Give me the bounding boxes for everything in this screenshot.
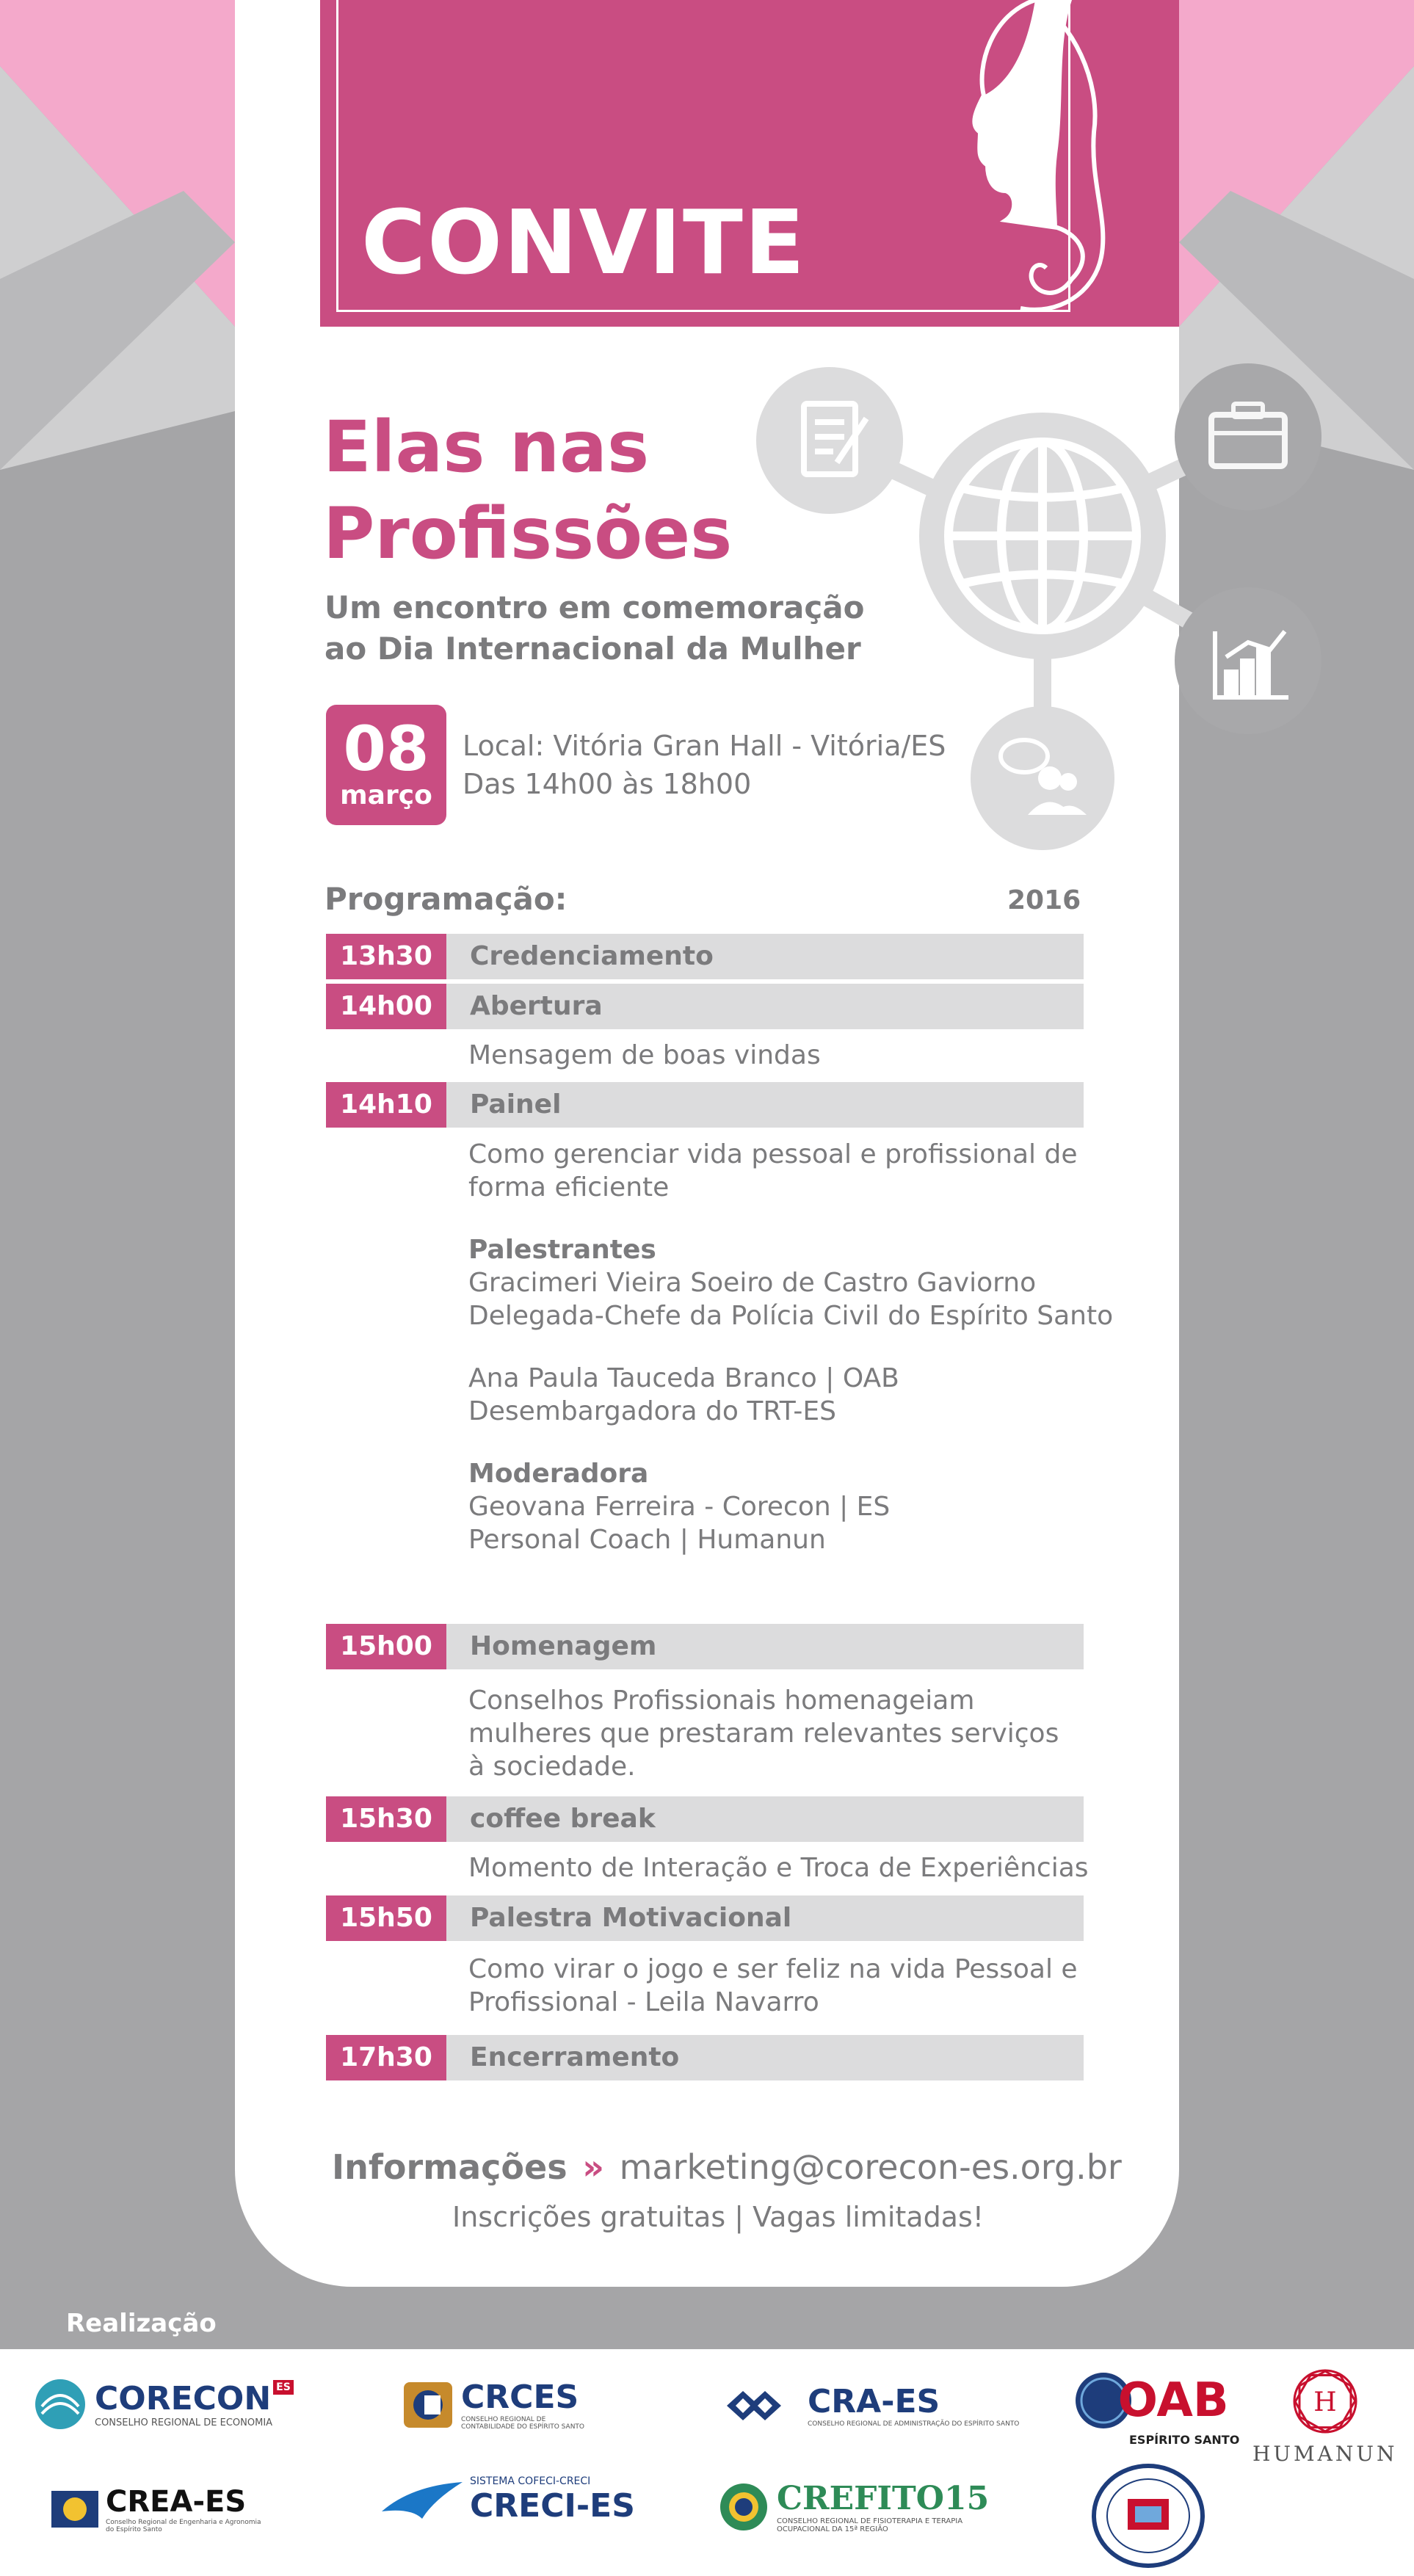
- info-label: Informações: [332, 2147, 568, 2187]
- painel-topic-line1: Como gerenciar vida pessoal e profissional de: [468, 1139, 1078, 1169]
- event-title: [323, 404, 732, 577]
- realizacao-label: Realização: [66, 2309, 217, 2338]
- program-label-text: coffee break: [470, 1804, 656, 1834]
- speakers-heading: Palestrantes: [468, 1235, 656, 1265]
- moderator-heading: Moderadora: [468, 1459, 649, 1489]
- program-row-painel: [326, 1082, 1084, 1128]
- program-row-palestra-motivacional: [326, 1895, 1084, 1941]
- corecon-swirl-icon: [33, 2377, 87, 2431]
- oab-logo: [1063, 2371, 1239, 2447]
- cra-logo: [727, 2383, 1019, 2428]
- cra-name: CRA-ES: [808, 2383, 940, 2420]
- cra-diamond-icon: [727, 2390, 800, 2422]
- oab-name: OAB: [1117, 2373, 1229, 2428]
- program-label-text: Encerramento: [470, 2042, 680, 2072]
- program-label-text: Homenagem: [470, 1631, 657, 1661]
- oab-subtitle: ESPÍRITO SANTO: [1129, 2433, 1240, 2447]
- date-day: 08: [343, 713, 429, 785]
- crea-logo: [51, 2485, 267, 2533]
- cra-subtitle: CONSELHO REGIONAL DE ADMINISTRAÇÃO DO ESPÍRITO SANTO: [808, 2420, 1020, 2428]
- event-title-line1: Elas nas: [323, 406, 650, 488]
- crc-logo: [402, 2379, 601, 2431]
- info-line: [332, 2147, 1122, 2187]
- homenagem-line3: à sociedade.: [468, 1752, 636, 1782]
- program-label-text: Painel: [470, 1089, 562, 1120]
- program-row-homenagem: [326, 1624, 1084, 1669]
- homenagem-line1: Conselhos Profissionais homenageiam: [468, 1686, 975, 1716]
- program-time: 17h30: [326, 2035, 446, 2080]
- crc-emblem-icon: [402, 2381, 454, 2429]
- program-label: Programação:: [325, 881, 568, 917]
- event-title-line2: Profissões: [323, 493, 733, 575]
- crefito-seal-icon: [718, 2481, 769, 2533]
- program-time: 13h30: [326, 934, 446, 979]
- humanun-hexagon-icon: [1281, 2365, 1369, 2437]
- crefito-name: CREFITO15: [777, 2480, 990, 2517]
- speaker1-name: Gracimeri Vieira Soeiro de Castro Gaviorno: [468, 1268, 1037, 1298]
- speaker2-name: Ana Paula Tauceda Branco | OAB: [468, 1363, 899, 1393]
- corecon-name: CORECON: [95, 2380, 272, 2417]
- date-month: março: [340, 780, 432, 810]
- speaker1-role: Delegada-Chefe da Polícia Civil do Espírito Santo: [468, 1301, 1114, 1331]
- program-label-text: Abertura: [470, 991, 603, 1021]
- crefito-logo: [718, 2480, 989, 2533]
- homenagem-description: [468, 1684, 1059, 1783]
- crea-subtitle: Conselho Regional de Engenharia e Agronomia do Espírito Santo: [106, 2519, 261, 2533]
- creci-bird-icon: [382, 2478, 463, 2522]
- date-badge: [326, 705, 446, 825]
- humanun-letter: H: [1313, 2387, 1337, 2417]
- corecon-tag: ES: [273, 2380, 294, 2395]
- palestra-description: [468, 1953, 1078, 2019]
- program-row-abertura: [326, 984, 1084, 1029]
- registration-note: Inscrições gratuitas | Vagas limitadas!: [452, 2201, 985, 2233]
- corecon-logo: [33, 2377, 294, 2431]
- program-year: 2016: [1007, 885, 1081, 915]
- program-time: 15h00: [326, 1624, 446, 1669]
- creci-top: SISTEMA COFECI-CRECI: [470, 2475, 591, 2487]
- humanun-name: HUMANUN: [1252, 2442, 1398, 2466]
- left-ribbon-decoration: [0, 0, 242, 470]
- coffee-break-description: Momento de Interação e Troca de Experiências: [468, 1853, 1089, 1883]
- program-row-coffee-break: [326, 1796, 1084, 1842]
- program-time: 14h10: [326, 1082, 446, 1128]
- crea-name: CREA-ES: [106, 2485, 247, 2519]
- painel-description: [468, 1138, 1113, 1556]
- woman-profile-icon: [947, 0, 1116, 323]
- location-text: Local: Vitória Gran Hall - Vitória/ES: [463, 730, 946, 762]
- creci-name: CRECI-ES: [470, 2487, 635, 2525]
- crc-subtitle: CONSELHO REGIONAL DE CONTABILIDADE DO ESPÍRITO SANTO: [461, 2416, 585, 2431]
- program-row-encerramento: [326, 2035, 1084, 2080]
- program-time: 15h30: [326, 1796, 446, 1842]
- moderator-name: Geovana Ferreira - Corecon | ES: [468, 1492, 891, 1522]
- palestra-line2: Profissional - Leila Navarro: [468, 1987, 819, 2017]
- crea-emblem-icon: [51, 2491, 98, 2528]
- painel-topic-line2: forma eficiente: [468, 1172, 670, 1202]
- speaker2-role: Desembargadora do TRT-ES: [468, 1396, 836, 1426]
- page-title: CONVITE: [361, 192, 806, 294]
- corecon-subtitle: CONSELHO REGIONAL DE ECONOMIA: [95, 2417, 273, 2428]
- palestra-line1: Como virar o jogo e ser feliz na vida Pessoal e: [468, 1954, 1078, 1984]
- moderator-role: Personal Coach | Humanun: [468, 1525, 826, 1555]
- event-subtitle-line2: ao Dia Internacional da Mulher: [325, 631, 861, 667]
- event-subtitle: [325, 587, 864, 670]
- program-label-text: Credenciamento: [470, 941, 714, 971]
- double-chevron-icon: »: [582, 2147, 604, 2187]
- program-row-credenciamento: [326, 934, 1084, 979]
- event-location: [463, 727, 946, 803]
- crc-name: CRCES: [461, 2379, 579, 2416]
- homenagem-line2: mulheres que prestaram relevantes serviços: [468, 1719, 1059, 1749]
- circular-seal-logo: [1091, 2464, 1205, 2568]
- event-subtitle-line1: Um encontro em comemoração: [325, 589, 865, 625]
- hours-text: Das 14h00 às 18h00: [463, 768, 752, 800]
- abertura-description: Mensagem de boas vindas: [468, 1040, 821, 1070]
- info-email-link[interactable]: marketing@corecon-es.org.br: [619, 2147, 1122, 2187]
- program-time: 15h50: [326, 1895, 446, 1941]
- crefito-subtitle: CONSELHO REGIONAL DE FISIOTERAPIA E TERAPIA OCUPACIONAL DA 15ª REGIÃO: [777, 2517, 963, 2533]
- program-time: 14h00: [326, 984, 446, 1029]
- creci-logo: [382, 2475, 635, 2525]
- humanun-logo: [1252, 2365, 1398, 2466]
- program-label-text: Palestra Motivacional: [470, 1903, 792, 1933]
